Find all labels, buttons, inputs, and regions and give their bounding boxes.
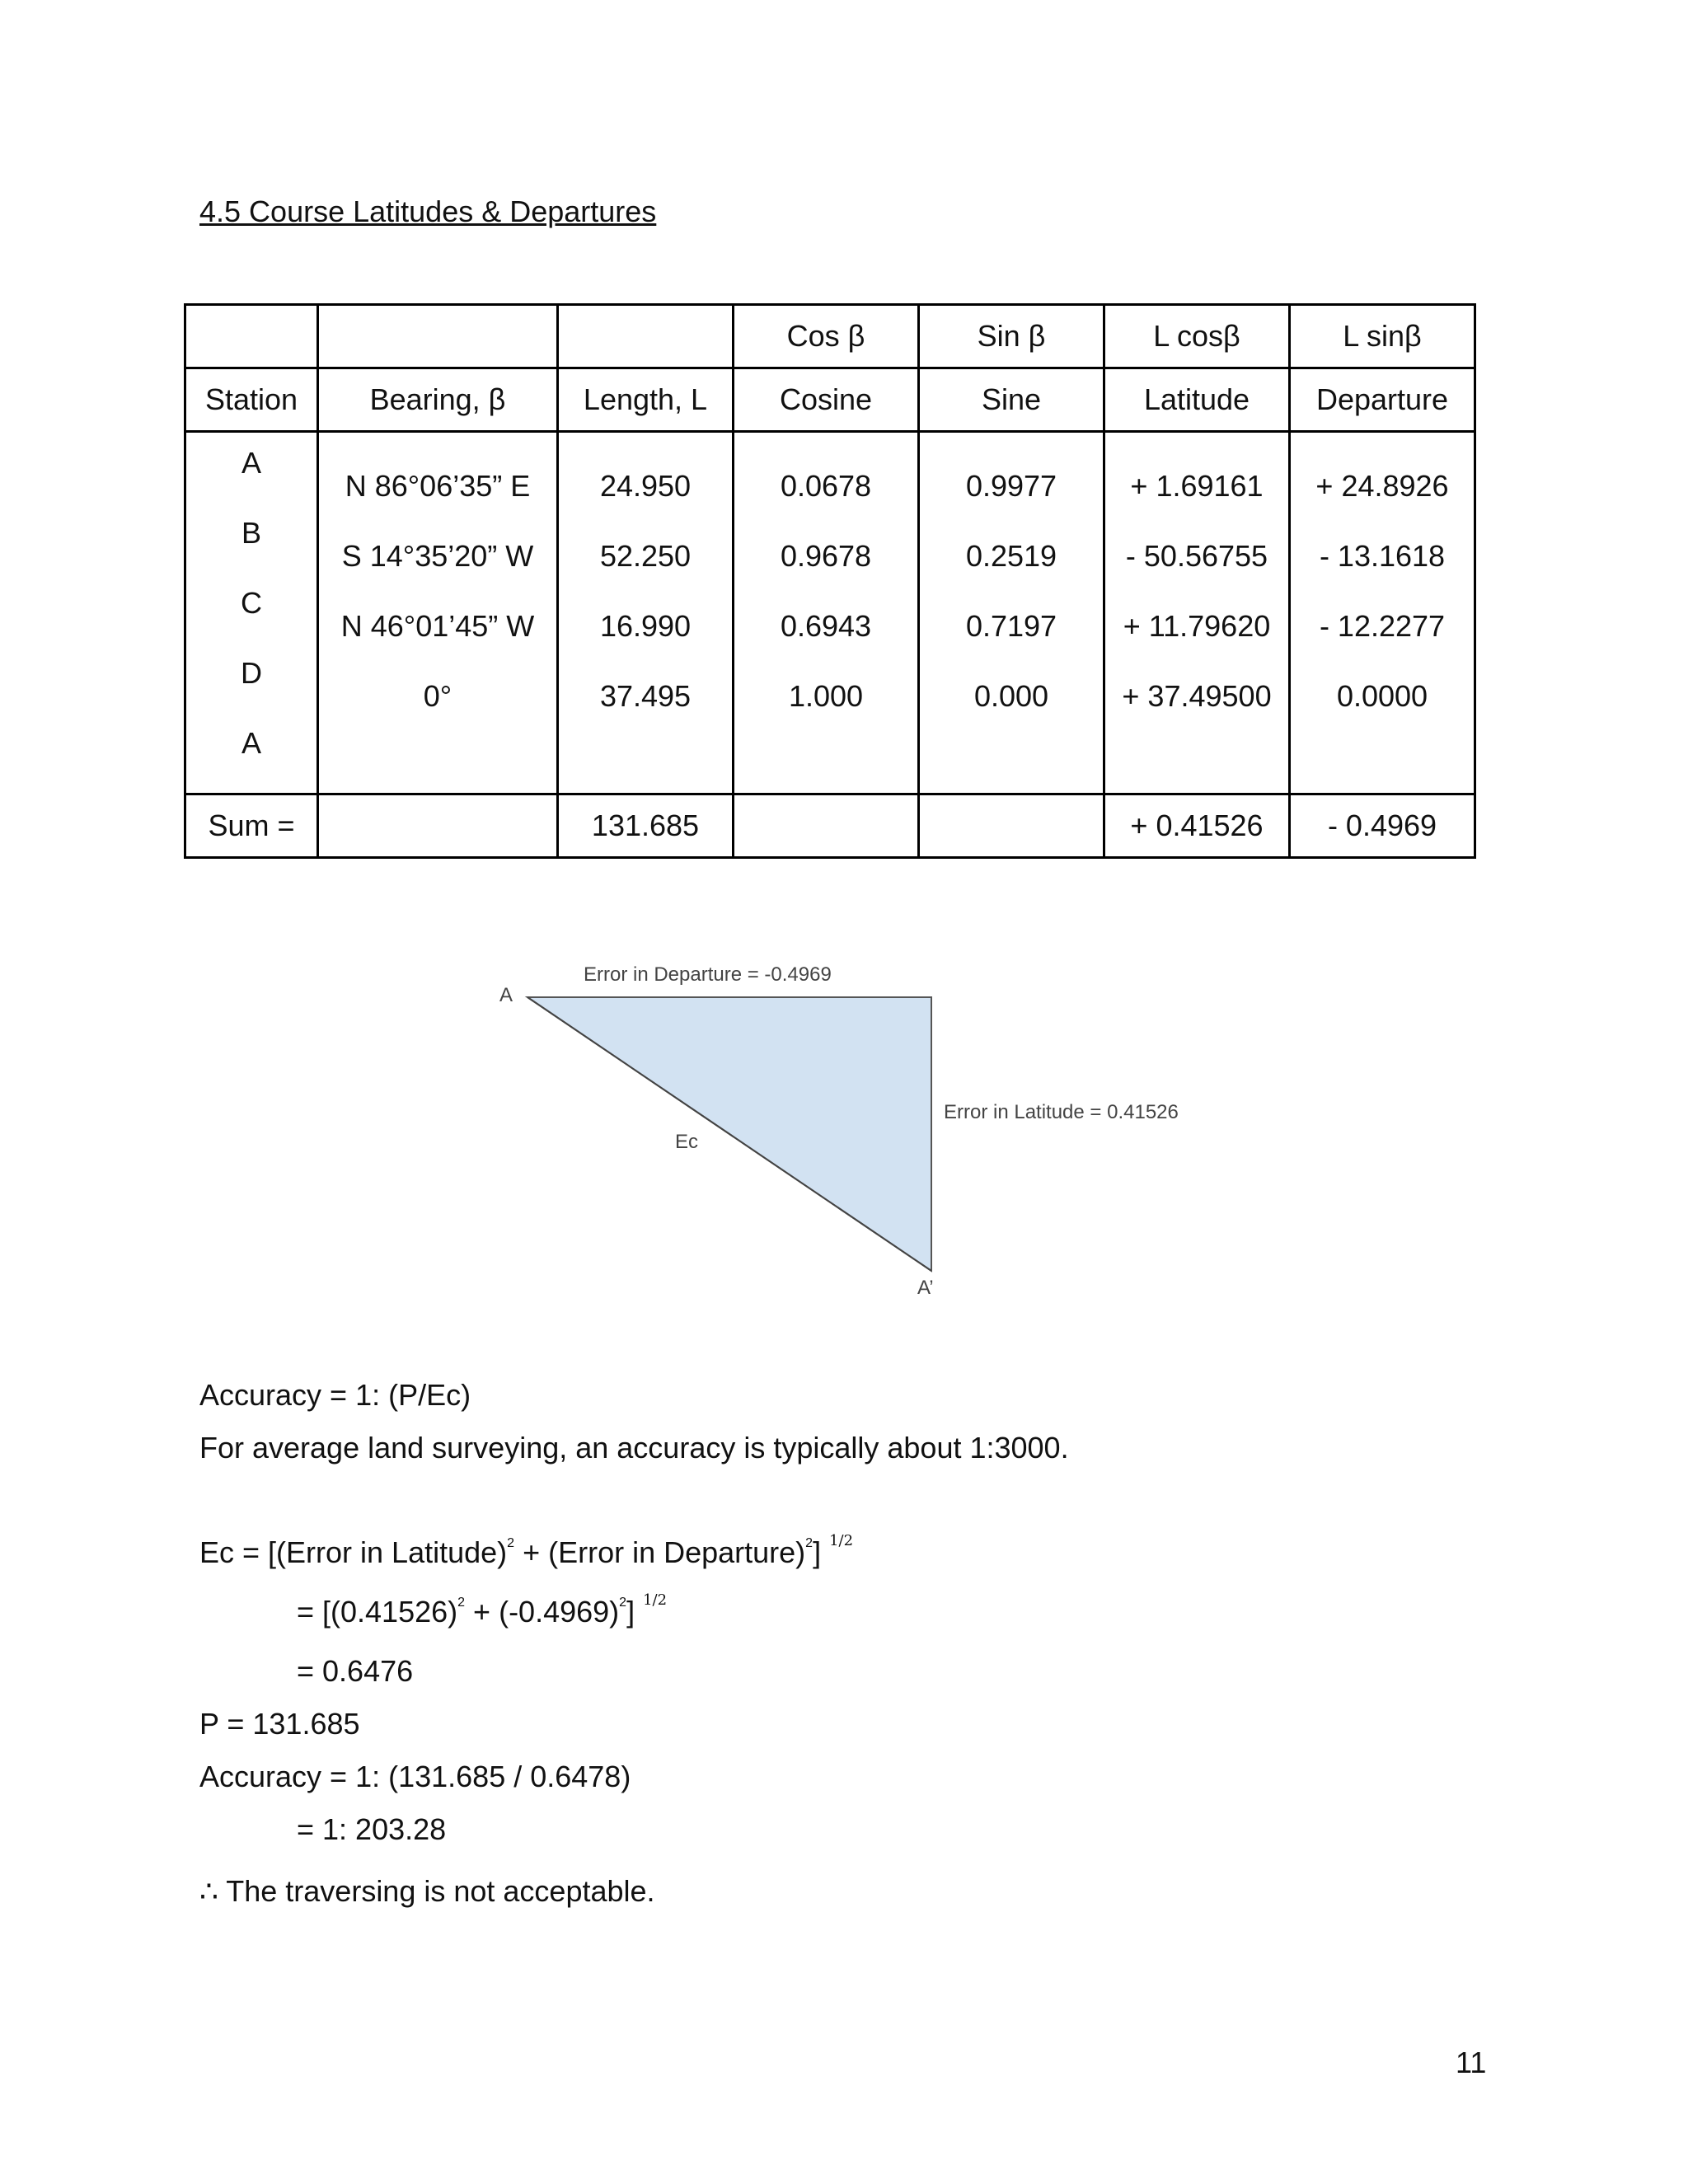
header-cell xyxy=(185,305,318,368)
square-exponent: 2 xyxy=(457,1596,466,1610)
length-value: 24.950 xyxy=(599,469,692,503)
departure-value: + 24.8926 xyxy=(1315,469,1449,503)
latitudes-departures-table xyxy=(184,303,1476,859)
latitude-value: + 11.79620 xyxy=(1123,609,1271,643)
departure-value: - 12.2277 xyxy=(1319,609,1446,643)
sum-departure: - 0.4969 xyxy=(1290,794,1475,858)
latitudes-cell xyxy=(1104,432,1290,794)
header-cell: Cos β xyxy=(734,305,919,368)
bearing-value: 0° xyxy=(423,679,452,713)
subheader-cell: Length, L xyxy=(558,368,734,432)
ec-formula-part: Ec = [(Error in Latitude) xyxy=(199,1535,508,1569)
point-a-label: A xyxy=(499,984,513,1006)
departure-value: 0.0000 xyxy=(1336,679,1428,713)
table-data-row xyxy=(185,432,1475,794)
latitude-value: - 50.56755 xyxy=(1125,539,1268,573)
station-label: D xyxy=(241,656,262,690)
header-cell xyxy=(318,305,558,368)
latitude-value: + 37.49500 xyxy=(1122,679,1272,713)
half-exponent: 1/2 xyxy=(643,1591,668,1609)
ec-formula-part: ] xyxy=(813,1535,822,1569)
table-subheader-row xyxy=(185,368,1475,432)
ec-label: Ec xyxy=(675,1131,699,1153)
typical-accuracy-note: For average land surveying, an accuracy is typically about 1:3000. xyxy=(199,1431,1069,1465)
subheader-cell: Sine xyxy=(919,368,1104,432)
ec-substitution-part: = [(0.41526) xyxy=(297,1595,458,1629)
sum-cell xyxy=(919,794,1104,858)
ec-substitution-part: + (-0.4969) xyxy=(465,1595,620,1629)
ec-substitution xyxy=(297,1591,668,1629)
ec-result: = 0.6476 xyxy=(297,1654,414,1688)
table-sum-row xyxy=(185,794,1475,858)
square-exponent: 2 xyxy=(619,1596,627,1610)
sum-length: 131.685 xyxy=(558,794,734,858)
length-value: 52.250 xyxy=(599,539,692,573)
bearings-cell xyxy=(318,432,558,794)
header-cell: Sin β xyxy=(919,305,1104,368)
departure-value: - 13.1618 xyxy=(1319,539,1446,573)
subheader-cell: Bearing, β xyxy=(318,368,558,432)
ec-formula-part: + (Error in Departure) xyxy=(514,1535,806,1569)
bearing-value: N 46°01’45” W xyxy=(340,609,535,643)
subheader-cell: Station xyxy=(185,368,318,432)
station-label: A xyxy=(241,446,261,480)
sine-value: 0.2519 xyxy=(965,539,1057,573)
page-number: 11 xyxy=(1456,2046,1487,2079)
station-label: C xyxy=(241,586,262,620)
section-heading: 4.5 Course Latitudes & Departures xyxy=(199,194,657,228)
accuracy-definition: Accuracy = 1: (P/Ec) xyxy=(199,1378,471,1412)
header-cell xyxy=(558,305,734,368)
lengths-cell xyxy=(558,432,734,794)
error-triangle-figure xyxy=(486,948,1228,1315)
point-a-prime-label: A’ xyxy=(917,1277,934,1299)
latitude-error-label: Error in Latitude = 0.41526 xyxy=(944,1101,1179,1123)
sine-value: 0.9977 xyxy=(965,469,1057,503)
subheader-cell: Departure xyxy=(1290,368,1475,432)
cosine-value: 1.000 xyxy=(788,679,864,713)
bearing-value: N 86°06’35” E xyxy=(345,469,531,503)
cosine-value: 0.6943 xyxy=(780,609,872,643)
sine-value: 0.7197 xyxy=(965,609,1057,643)
length-value: 16.990 xyxy=(599,609,692,643)
stations-cell xyxy=(185,432,318,794)
cosines-cell xyxy=(734,432,919,794)
subheader-cell: Cosine xyxy=(734,368,919,432)
perimeter-line: P = 131.685 xyxy=(199,1707,360,1741)
sum-cell xyxy=(734,794,919,858)
departure-error-label: Error in Departure = -0.4969 xyxy=(584,963,832,986)
header-cell: L cosβ xyxy=(1104,305,1290,368)
sum-cell xyxy=(318,794,558,858)
sum-latitude: + 0.41526 xyxy=(1104,794,1290,858)
table-header-row xyxy=(185,305,1475,368)
half-exponent: 1/2 xyxy=(829,1532,854,1549)
subheader-cell: Latitude xyxy=(1104,368,1290,432)
accuracy-result: = 1: 203.28 xyxy=(297,1812,447,1846)
conclusion: ∴ The traversing is not acceptable. xyxy=(199,1874,655,1908)
ec-substitution-part: ] xyxy=(626,1595,635,1629)
station-label: A xyxy=(241,726,261,760)
header-cell: L sinβ xyxy=(1290,305,1475,368)
square-exponent: 2 xyxy=(507,1536,515,1550)
accuracy-calculation: Accuracy = 1: (131.685 / 0.6478) xyxy=(199,1760,631,1793)
cosine-value: 0.0678 xyxy=(780,469,872,503)
cosine-value: 0.9678 xyxy=(780,539,872,573)
error-triangle-svg xyxy=(486,948,1228,1310)
bearing-value: S 14°35’20” W xyxy=(341,539,534,573)
departures-cell xyxy=(1290,432,1475,794)
latitude-value: + 1.69161 xyxy=(1130,469,1264,503)
length-value: 37.495 xyxy=(599,679,692,713)
station-label: B xyxy=(241,516,261,550)
square-exponent: 2 xyxy=(805,1536,814,1550)
sine-value: 0.000 xyxy=(973,679,1049,713)
ec-formula xyxy=(199,1532,854,1570)
sum-label: Sum = xyxy=(185,794,318,858)
sines-cell xyxy=(919,432,1104,794)
